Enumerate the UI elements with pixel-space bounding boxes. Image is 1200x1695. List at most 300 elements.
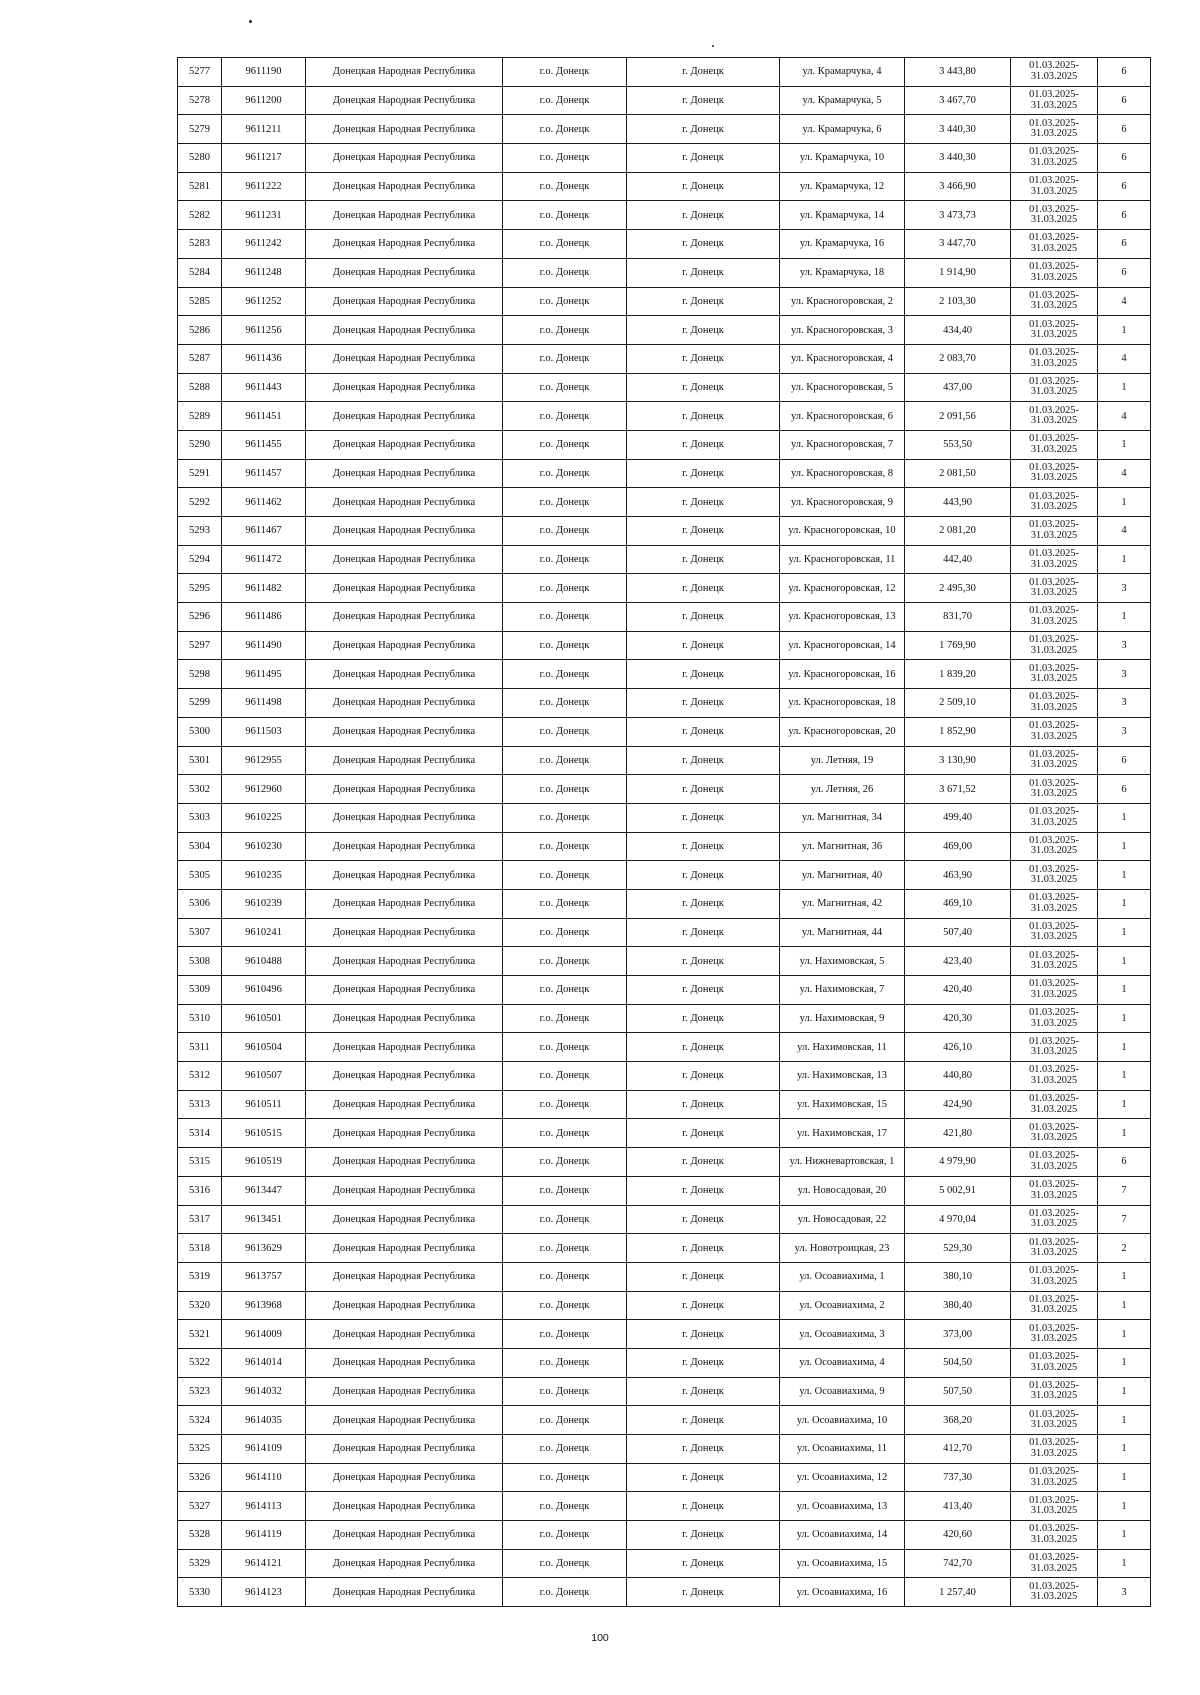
region-cell: Донецкая Народная Республика	[306, 1119, 503, 1148]
row-number-cell: 5312	[178, 1062, 222, 1091]
city-cell: г. Донецк	[627, 832, 780, 861]
region-cell: Донецкая Народная Республика	[306, 947, 503, 976]
district-cell: г.о. Донецк	[503, 947, 627, 976]
city-cell: г. Донецк	[627, 459, 780, 488]
period-cell: 01.03.2025-31.03.2025	[1011, 517, 1098, 546]
period-cell: 01.03.2025-31.03.2025	[1011, 1578, 1098, 1607]
table-row	[178, 373, 1151, 402]
table-row	[178, 803, 1151, 832]
count-cell: 2	[1098, 1234, 1151, 1263]
address-cell: ул. Осоавиахима, 4	[780, 1348, 905, 1377]
period-cell: 01.03.2025-31.03.2025	[1011, 316, 1098, 345]
address-cell: ул. Осоавиахима, 3	[780, 1320, 905, 1349]
region-cell: Донецкая Народная Республика	[306, 660, 503, 689]
district-cell: г.о. Донецк	[503, 545, 627, 574]
count-cell: 1	[1098, 373, 1151, 402]
district-cell: г.о. Донецк	[503, 172, 627, 201]
object-id-cell: 9613451	[222, 1205, 306, 1234]
table-row	[178, 172, 1151, 201]
city-cell: г. Донецк	[627, 344, 780, 373]
table-row	[178, 430, 1151, 459]
object-id-cell: 9613757	[222, 1262, 306, 1291]
area-cell: 742,70	[905, 1549, 1011, 1578]
object-id-cell: 9611503	[222, 717, 306, 746]
region-cell: Донецкая Народная Республика	[306, 144, 503, 173]
region-cell: Донецкая Народная Республика	[306, 344, 503, 373]
district-cell: г.о. Донецк	[503, 1521, 627, 1550]
district-cell: г.о. Донецк	[503, 1406, 627, 1435]
period-cell: 01.03.2025-31.03.2025	[1011, 1492, 1098, 1521]
region-cell: Донецкая Народная Республика	[306, 889, 503, 918]
region-cell: Донецкая Народная Республика	[306, 430, 503, 459]
object-id-cell: 9611190	[222, 58, 306, 87]
city-cell: г. Донецк	[627, 316, 780, 345]
row-number-cell: 5308	[178, 947, 222, 976]
region-cell: Донецкая Народная Республика	[306, 631, 503, 660]
object-id-cell: 9614119	[222, 1521, 306, 1550]
district-cell: г.о. Донецк	[503, 1320, 627, 1349]
object-id-cell: 9610504	[222, 1033, 306, 1062]
row-number-cell: 5328	[178, 1521, 222, 1550]
city-cell: г. Донецк	[627, 1004, 780, 1033]
count-cell: 3	[1098, 574, 1151, 603]
address-cell: ул. Осоавиахима, 16	[780, 1578, 905, 1607]
region-cell: Донецкая Народная Республика	[306, 1435, 503, 1464]
count-cell: 1	[1098, 1033, 1151, 1062]
area-cell: 4 970,04	[905, 1205, 1011, 1234]
city-cell: г. Донецк	[627, 517, 780, 546]
region-cell: Донецкая Народная Республика	[306, 918, 503, 947]
period-cell: 01.03.2025-31.03.2025	[1011, 803, 1098, 832]
area-cell: 3 130,90	[905, 746, 1011, 775]
row-number-cell: 5283	[178, 230, 222, 259]
address-cell: ул. Нахимовская, 5	[780, 947, 905, 976]
table-row	[178, 316, 1151, 345]
city-cell: г. Донецк	[627, 947, 780, 976]
table-row	[178, 574, 1151, 603]
region-cell: Донецкая Народная Республика	[306, 976, 503, 1005]
object-id-cell: 9612960	[222, 775, 306, 804]
city-cell: г. Донецк	[627, 603, 780, 632]
area-cell: 443,90	[905, 488, 1011, 517]
row-number-cell: 5321	[178, 1320, 222, 1349]
district-cell: г.о. Донецк	[503, 459, 627, 488]
address-cell: ул. Магнитная, 40	[780, 861, 905, 890]
table-row	[178, 1521, 1151, 1550]
table-row	[178, 1291, 1151, 1320]
city-cell: г. Донецк	[627, 1348, 780, 1377]
count-cell: 1	[1098, 1062, 1151, 1091]
object-id-cell: 9611248	[222, 258, 306, 287]
area-cell: 373,00	[905, 1320, 1011, 1349]
row-number-cell: 5279	[178, 115, 222, 144]
row-number-cell: 5310	[178, 1004, 222, 1033]
district-cell: г.о. Донецк	[503, 1119, 627, 1148]
district-cell: г.о. Донецк	[503, 1492, 627, 1521]
period-cell: 01.03.2025-31.03.2025	[1011, 832, 1098, 861]
row-number-cell: 5280	[178, 144, 222, 173]
district-cell: г.о. Донецк	[503, 488, 627, 517]
object-id-cell: 9611457	[222, 459, 306, 488]
object-id-cell: 9610496	[222, 976, 306, 1005]
area-cell: 499,40	[905, 803, 1011, 832]
district-cell: г.о. Донецк	[503, 1348, 627, 1377]
region-cell: Донецкая Народная Республика	[306, 1549, 503, 1578]
period-cell: 01.03.2025-31.03.2025	[1011, 144, 1098, 173]
city-cell: г. Донецк	[627, 1549, 780, 1578]
region-cell: Донецкая Народная Республика	[306, 373, 503, 402]
object-id-cell: 9613968	[222, 1291, 306, 1320]
city-cell: г. Донецк	[627, 1205, 780, 1234]
district-cell: г.о. Донецк	[503, 86, 627, 115]
city-cell: г. Донецк	[627, 746, 780, 775]
city-cell: г. Донецк	[627, 1521, 780, 1550]
region-cell: Донецкая Народная Республика	[306, 1090, 503, 1119]
area-cell: 2 081,50	[905, 459, 1011, 488]
area-cell: 368,20	[905, 1406, 1011, 1435]
address-cell: ул. Осоавиахима, 12	[780, 1463, 905, 1492]
table-row	[178, 1176, 1151, 1205]
row-number-cell: 5290	[178, 430, 222, 459]
region-cell: Донецкая Народная Республика	[306, 1578, 503, 1607]
address-cell: ул. Красногоровская, 10	[780, 517, 905, 546]
table-row	[178, 201, 1151, 230]
object-id-cell: 9613629	[222, 1234, 306, 1263]
city-cell: г. Донецк	[627, 402, 780, 431]
region-cell: Донецкая Народная Республика	[306, 1234, 503, 1263]
period-cell: 01.03.2025-31.03.2025	[1011, 1435, 1098, 1464]
period-cell: 01.03.2025-31.03.2025	[1011, 1549, 1098, 1578]
region-cell: Донецкая Народная Республика	[306, 545, 503, 574]
period-cell: 01.03.2025-31.03.2025	[1011, 488, 1098, 517]
object-id-cell: 9610230	[222, 832, 306, 861]
district-cell: г.о. Донецк	[503, 1549, 627, 1578]
count-cell: 1	[1098, 803, 1151, 832]
row-number-cell: 5294	[178, 545, 222, 574]
address-cell: ул. Крамарчука, 6	[780, 115, 905, 144]
table-row	[178, 918, 1151, 947]
area-cell: 420,40	[905, 976, 1011, 1005]
city-cell: г. Донецк	[627, 803, 780, 832]
period-cell: 01.03.2025-31.03.2025	[1011, 689, 1098, 718]
area-cell: 1 852,90	[905, 717, 1011, 746]
address-cell: ул. Красногоровская, 2	[780, 287, 905, 316]
period-cell: 01.03.2025-31.03.2025	[1011, 918, 1098, 947]
address-cell: ул. Нахимовская, 13	[780, 1062, 905, 1091]
area-cell: 434,40	[905, 316, 1011, 345]
address-cell: ул. Магнитная, 42	[780, 889, 905, 918]
city-cell: г. Донецк	[627, 861, 780, 890]
count-cell: 1	[1098, 316, 1151, 345]
city-cell: г. Донецк	[627, 258, 780, 287]
district-cell: г.о. Донецк	[503, 717, 627, 746]
row-number-cell: 5296	[178, 603, 222, 632]
object-id-cell: 9614014	[222, 1348, 306, 1377]
row-number-cell: 5284	[178, 258, 222, 287]
object-id-cell: 9611200	[222, 86, 306, 115]
address-cell: ул. Осоавиахима, 2	[780, 1291, 905, 1320]
area-cell: 5 002,91	[905, 1176, 1011, 1205]
region-cell: Донецкая Народная Республика	[306, 1521, 503, 1550]
district-cell: г.о. Донецк	[503, 803, 627, 832]
city-cell: г. Донецк	[627, 889, 780, 918]
district-cell: г.о. Донецк	[503, 603, 627, 632]
district-cell: г.о. Донецк	[503, 402, 627, 431]
region-cell: Донецкая Народная Республика	[306, 689, 503, 718]
region-cell: Донецкая Народная Республика	[306, 230, 503, 259]
period-cell: 01.03.2025-31.03.2025	[1011, 1348, 1098, 1377]
object-id-cell: 9610241	[222, 918, 306, 947]
address-cell: ул. Новосадовая, 22	[780, 1205, 905, 1234]
period-cell: 01.03.2025-31.03.2025	[1011, 1062, 1098, 1091]
table-row	[178, 832, 1151, 861]
area-cell: 412,70	[905, 1435, 1011, 1464]
object-id-cell: 9610501	[222, 1004, 306, 1033]
address-cell: ул. Красногоровская, 13	[780, 603, 905, 632]
area-cell: 3 440,30	[905, 144, 1011, 173]
row-number-cell: 5307	[178, 918, 222, 947]
period-cell: 01.03.2025-31.03.2025	[1011, 1521, 1098, 1550]
table-row	[178, 976, 1151, 1005]
region-cell: Донецкая Народная Республика	[306, 86, 503, 115]
count-cell: 1	[1098, 603, 1151, 632]
object-id-cell: 9611256	[222, 316, 306, 345]
table-row	[178, 1435, 1151, 1464]
district-cell: г.о. Донецк	[503, 1090, 627, 1119]
count-cell: 6	[1098, 230, 1151, 259]
count-cell: 1	[1098, 1549, 1151, 1578]
row-number-cell: 5309	[178, 976, 222, 1005]
object-id-cell: 9611242	[222, 230, 306, 259]
city-cell: г. Донецк	[627, 631, 780, 660]
area-cell: 469,00	[905, 832, 1011, 861]
period-cell: 01.03.2025-31.03.2025	[1011, 1377, 1098, 1406]
city-cell: г. Донецк	[627, 1234, 780, 1263]
district-cell: г.о. Донецк	[503, 660, 627, 689]
city-cell: г. Донецк	[627, 488, 780, 517]
count-cell: 1	[1098, 488, 1151, 517]
area-cell: 420,60	[905, 1521, 1011, 1550]
district-cell: г.о. Донецк	[503, 1004, 627, 1033]
count-cell: 3	[1098, 689, 1151, 718]
city-cell: г. Донецк	[627, 1148, 780, 1177]
area-cell: 421,80	[905, 1119, 1011, 1148]
count-cell: 6	[1098, 746, 1151, 775]
table-row	[178, 1090, 1151, 1119]
table-row	[178, 1062, 1151, 1091]
object-id-cell: 9611455	[222, 430, 306, 459]
period-cell: 01.03.2025-31.03.2025	[1011, 574, 1098, 603]
count-cell: 6	[1098, 58, 1151, 87]
count-cell: 1	[1098, 1492, 1151, 1521]
period-cell: 01.03.2025-31.03.2025	[1011, 861, 1098, 890]
table-row	[178, 1549, 1151, 1578]
object-id-cell: 9614123	[222, 1578, 306, 1607]
period-cell: 01.03.2025-31.03.2025	[1011, 631, 1098, 660]
count-cell: 6	[1098, 144, 1151, 173]
row-number-cell: 5318	[178, 1234, 222, 1263]
city-cell: г. Донецк	[627, 1320, 780, 1349]
city-cell: г. Донецк	[627, 1176, 780, 1205]
area-cell: 423,40	[905, 947, 1011, 976]
city-cell: г. Донецк	[627, 1291, 780, 1320]
count-cell: 1	[1098, 1004, 1151, 1033]
count-cell: 4	[1098, 344, 1151, 373]
area-cell: 2 091,56	[905, 402, 1011, 431]
object-id-cell: 9611462	[222, 488, 306, 517]
address-cell: ул. Красногоровская, 5	[780, 373, 905, 402]
city-cell: г. Донецк	[627, 172, 780, 201]
city-cell: г. Донецк	[627, 660, 780, 689]
district-cell: г.о. Донецк	[503, 1062, 627, 1091]
address-cell: ул. Красногоровская, 3	[780, 316, 905, 345]
city-cell: г. Донецк	[627, 1377, 780, 1406]
row-number-cell: 5324	[178, 1406, 222, 1435]
row-number-cell: 5300	[178, 717, 222, 746]
area-cell: 2 495,30	[905, 574, 1011, 603]
area-cell: 426,10	[905, 1033, 1011, 1062]
area-cell: 3 447,70	[905, 230, 1011, 259]
region-cell: Донецкая Народная Республика	[306, 201, 503, 230]
region-cell: Донецкая Народная Республика	[306, 1320, 503, 1349]
count-cell: 7	[1098, 1205, 1151, 1234]
period-cell: 01.03.2025-31.03.2025	[1011, 1463, 1098, 1492]
area-cell: 3 466,90	[905, 172, 1011, 201]
region-cell: Донецкая Народная Республика	[306, 172, 503, 201]
count-cell: 1	[1098, 1435, 1151, 1464]
count-cell: 1	[1098, 1090, 1151, 1119]
period-cell: 01.03.2025-31.03.2025	[1011, 1205, 1098, 1234]
area-cell: 1 914,90	[905, 258, 1011, 287]
address-cell: ул. Нахимовская, 11	[780, 1033, 905, 1062]
table-row	[178, 603, 1151, 632]
period-cell: 01.03.2025-31.03.2025	[1011, 1320, 1098, 1349]
district-cell: г.о. Донецк	[503, 1033, 627, 1062]
table-row	[178, 1463, 1151, 1492]
city-cell: г. Донецк	[627, 689, 780, 718]
city-cell: г. Донецк	[627, 1090, 780, 1119]
region-cell: Донецкая Народная Республика	[306, 1062, 503, 1091]
address-cell: ул. Крамарчука, 18	[780, 258, 905, 287]
table-row	[178, 1320, 1151, 1349]
row-number-cell: 5291	[178, 459, 222, 488]
region-cell: Донецкая Народная Республика	[306, 459, 503, 488]
area-cell: 504,50	[905, 1348, 1011, 1377]
table-row	[178, 1148, 1151, 1177]
region-cell: Донецкая Народная Республика	[306, 803, 503, 832]
region-cell: Донецкая Народная Республика	[306, 258, 503, 287]
object-id-cell: 9611443	[222, 373, 306, 402]
table-row	[178, 947, 1151, 976]
area-cell: 3 443,80	[905, 58, 1011, 87]
address-cell: ул. Красногоровская, 14	[780, 631, 905, 660]
scan-speck	[249, 20, 252, 23]
district-cell: г.о. Донецк	[503, 115, 627, 144]
address-cell: ул. Красногоровская, 20	[780, 717, 905, 746]
table-row	[178, 1578, 1151, 1607]
row-number-cell: 5306	[178, 889, 222, 918]
row-number-cell: 5317	[178, 1205, 222, 1234]
address-cell: ул. Нахимовская, 15	[780, 1090, 905, 1119]
object-id-cell: 9614032	[222, 1377, 306, 1406]
table-row	[178, 689, 1151, 718]
district-cell: г.о. Донецк	[503, 1377, 627, 1406]
district-cell: г.о. Донецк	[503, 746, 627, 775]
period-cell: 01.03.2025-31.03.2025	[1011, 1291, 1098, 1320]
region-cell: Донецкая Народная Республика	[306, 1262, 503, 1291]
district-cell: г.о. Донецк	[503, 258, 627, 287]
address-cell: ул. Крамарчука, 16	[780, 230, 905, 259]
region-cell: Донецкая Народная Республика	[306, 1148, 503, 1177]
object-id-cell: 9611482	[222, 574, 306, 603]
city-cell: г. Донецк	[627, 775, 780, 804]
area-cell: 2 083,70	[905, 344, 1011, 373]
city-cell: г. Донецк	[627, 1435, 780, 1464]
object-id-cell: 9613447	[222, 1176, 306, 1205]
row-number-cell: 5286	[178, 316, 222, 345]
count-cell: 6	[1098, 775, 1151, 804]
count-cell: 6	[1098, 172, 1151, 201]
district-cell: г.о. Донецк	[503, 775, 627, 804]
region-cell: Донецкая Народная Республика	[306, 287, 503, 316]
count-cell: 1	[1098, 1119, 1151, 1148]
table-row	[178, 660, 1151, 689]
table-row	[178, 58, 1151, 87]
row-number-cell: 5329	[178, 1549, 222, 1578]
object-id-cell: 9611222	[222, 172, 306, 201]
row-number-cell: 5299	[178, 689, 222, 718]
count-cell: 1	[1098, 918, 1151, 947]
area-cell: 507,40	[905, 918, 1011, 947]
district-cell: г.о. Донецк	[503, 144, 627, 173]
period-cell: 01.03.2025-31.03.2025	[1011, 1090, 1098, 1119]
region-cell: Донецкая Народная Республика	[306, 316, 503, 345]
period-cell: 01.03.2025-31.03.2025	[1011, 947, 1098, 976]
period-cell: 01.03.2025-31.03.2025	[1011, 1176, 1098, 1205]
count-cell: 3	[1098, 660, 1151, 689]
count-cell: 1	[1098, 1406, 1151, 1435]
table-row	[178, 1234, 1151, 1263]
city-cell: г. Донецк	[627, 430, 780, 459]
area-cell: 3 671,52	[905, 775, 1011, 804]
city-cell: г. Донецк	[627, 918, 780, 947]
area-cell: 1 839,20	[905, 660, 1011, 689]
row-number-cell: 5293	[178, 517, 222, 546]
count-cell: 1	[1098, 1262, 1151, 1291]
region-cell: Донецкая Народная Республика	[306, 1291, 503, 1320]
period-cell: 01.03.2025-31.03.2025	[1011, 889, 1098, 918]
row-number-cell: 5285	[178, 287, 222, 316]
city-cell: г. Донецк	[627, 86, 780, 115]
address-cell: ул. Красногоровская, 4	[780, 344, 905, 373]
table-row	[178, 889, 1151, 918]
address-cell: ул. Осоавиахима, 11	[780, 1435, 905, 1464]
row-number-cell: 5322	[178, 1348, 222, 1377]
district-cell: г.о. Донецк	[503, 1578, 627, 1607]
period-cell: 01.03.2025-31.03.2025	[1011, 603, 1098, 632]
period-cell: 01.03.2025-31.03.2025	[1011, 258, 1098, 287]
count-cell: 1	[1098, 976, 1151, 1005]
row-number-cell: 5295	[178, 574, 222, 603]
address-cell: ул. Летняя, 26	[780, 775, 905, 804]
area-cell: 553,50	[905, 430, 1011, 459]
object-id-cell: 9614113	[222, 1492, 306, 1521]
count-cell: 4	[1098, 287, 1151, 316]
region-cell: Донецкая Народная Республика	[306, 775, 503, 804]
table-row	[178, 1492, 1151, 1521]
row-number-cell: 5287	[178, 344, 222, 373]
address-cell: ул. Крамарчука, 14	[780, 201, 905, 230]
